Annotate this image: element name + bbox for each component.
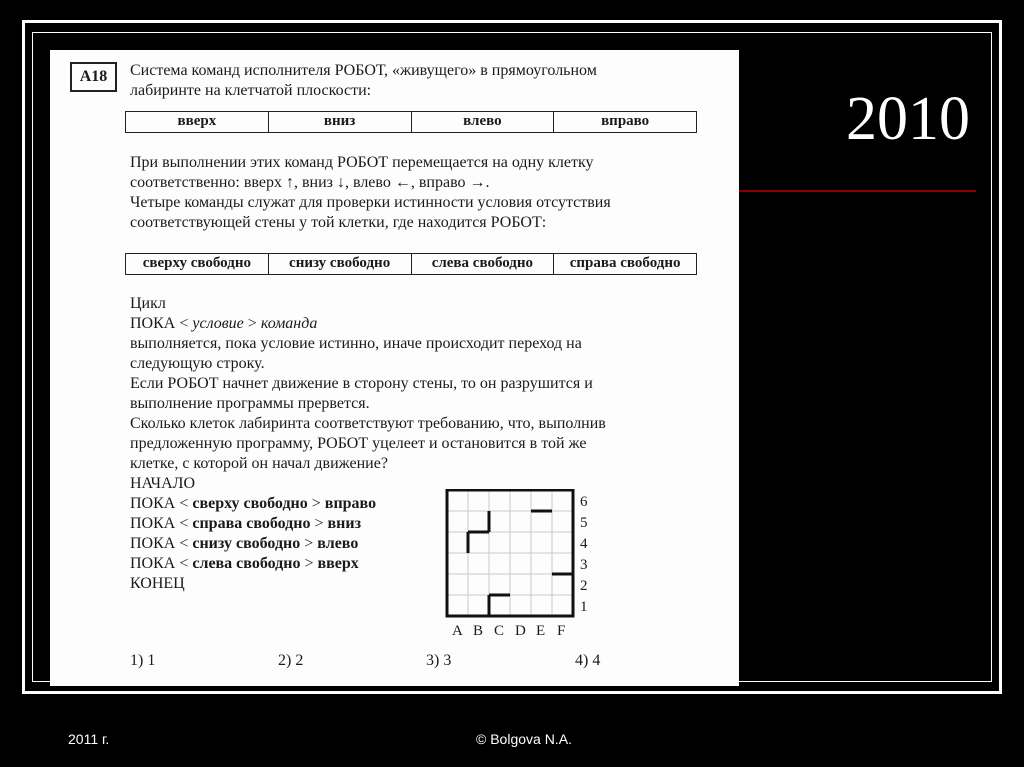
loop-desc-line-2: следующую строку. (130, 355, 265, 372)
maze-row-label: 2 (580, 578, 588, 594)
maze-row-label: 1 (580, 599, 588, 615)
cond-desc-line-1: Четыре команды служат для проверки истинности условия отсутствия (130, 194, 611, 211)
program-end: КОНЕЦ (130, 575, 185, 592)
move-cmd-right: вправо (601, 113, 650, 129)
answer-option-3: 3) 3 (426, 652, 452, 669)
program-start: НАЧАЛО (130, 475, 196, 492)
maze-col-label: C (494, 623, 505, 639)
footer-date: 2011 г. (68, 731, 110, 747)
condition-commands-table (125, 253, 697, 275)
footer-author: © Bolgova N.A. (476, 731, 572, 747)
move-desc-line-2: соответственно: вверх ↑, вниз ↓, влево ←, вправо →. (130, 174, 490, 191)
cond-cmd-bottom-free: снизу свободно (269, 254, 412, 274)
intro-line-1: Система команд исполнителя РОБОТ, «живущего» в прямоугольном (130, 62, 597, 79)
program-line-4: ПОКА < слева свободно > вверх (130, 555, 359, 572)
loop-syntax: ПОКА < условие > команда (130, 315, 318, 332)
scanned-task-page (50, 50, 739, 686)
maze-col-label: E (536, 623, 546, 639)
cond-cmd-left-free: слева свободно (412, 254, 555, 274)
wall-desc-line-1: Если РОБОТ начнет движение в сторону стены, то он разрушится и (130, 375, 593, 392)
question-line-3: клетке, с которой он начал движение? (130, 455, 388, 472)
program-line-3: ПОКА < снизу свободно > влево (130, 535, 359, 552)
maze-row-label: 6 (580, 494, 588, 510)
intro-line-2: лабиринте на клетчатой плоскости: (130, 82, 372, 99)
program-line-1: ПОКА < сверху свободно > вправо (130, 495, 377, 512)
answer-option-1: 1) 1 (130, 652, 156, 669)
wall-desc-line-2: выполнение программы прервется. (130, 395, 370, 412)
maze-col-label: B (473, 623, 484, 639)
answer-option-4: 4) 4 (575, 652, 601, 669)
move-cmd-down: вниз (269, 112, 412, 132)
maze-grid (445, 489, 625, 639)
maze-walls (468, 511, 573, 616)
answer-option-2: 2) 2 (278, 652, 304, 669)
cond-desc-line-2: соответствующей стены у той клетки, где находится РОБОТ: (130, 214, 547, 231)
move-cmd-up: вверх (126, 112, 269, 132)
maze-col-label: A (452, 623, 463, 639)
move-desc-line-1: При выполнении этих команд РОБОТ перемещается на одну клетку (130, 154, 594, 171)
task-id-badge: A18 (70, 62, 117, 92)
maze-row-label: 3 (580, 557, 588, 573)
maze-col-label: D (515, 623, 526, 639)
question-line-1: Сколько клеток лабиринта соответствуют требованию, что, выполнив (130, 415, 606, 432)
cond-cmd-right-free: справа свободно (569, 255, 681, 271)
program-line-2: ПОКА < справа свободно > вниз (130, 515, 362, 532)
loop-title: Цикл (130, 295, 166, 312)
slide-year: 2010 (846, 85, 970, 153)
maze-row-label: 4 (580, 536, 588, 552)
maze-col-label: F (557, 623, 566, 639)
maze-row-label: 5 (580, 515, 588, 531)
cond-cmd-top-free: сверху свободно (126, 254, 269, 274)
move-cmd-left: влево (412, 112, 555, 132)
loop-desc-line-1: выполняется, пока условие истинно, иначе происходит переход на (130, 335, 582, 352)
red-divider (738, 190, 976, 192)
move-commands-table (125, 111, 697, 133)
question-line-2: предложенную программу, РОБОТ уцелеет и остановится в той же (130, 435, 587, 452)
